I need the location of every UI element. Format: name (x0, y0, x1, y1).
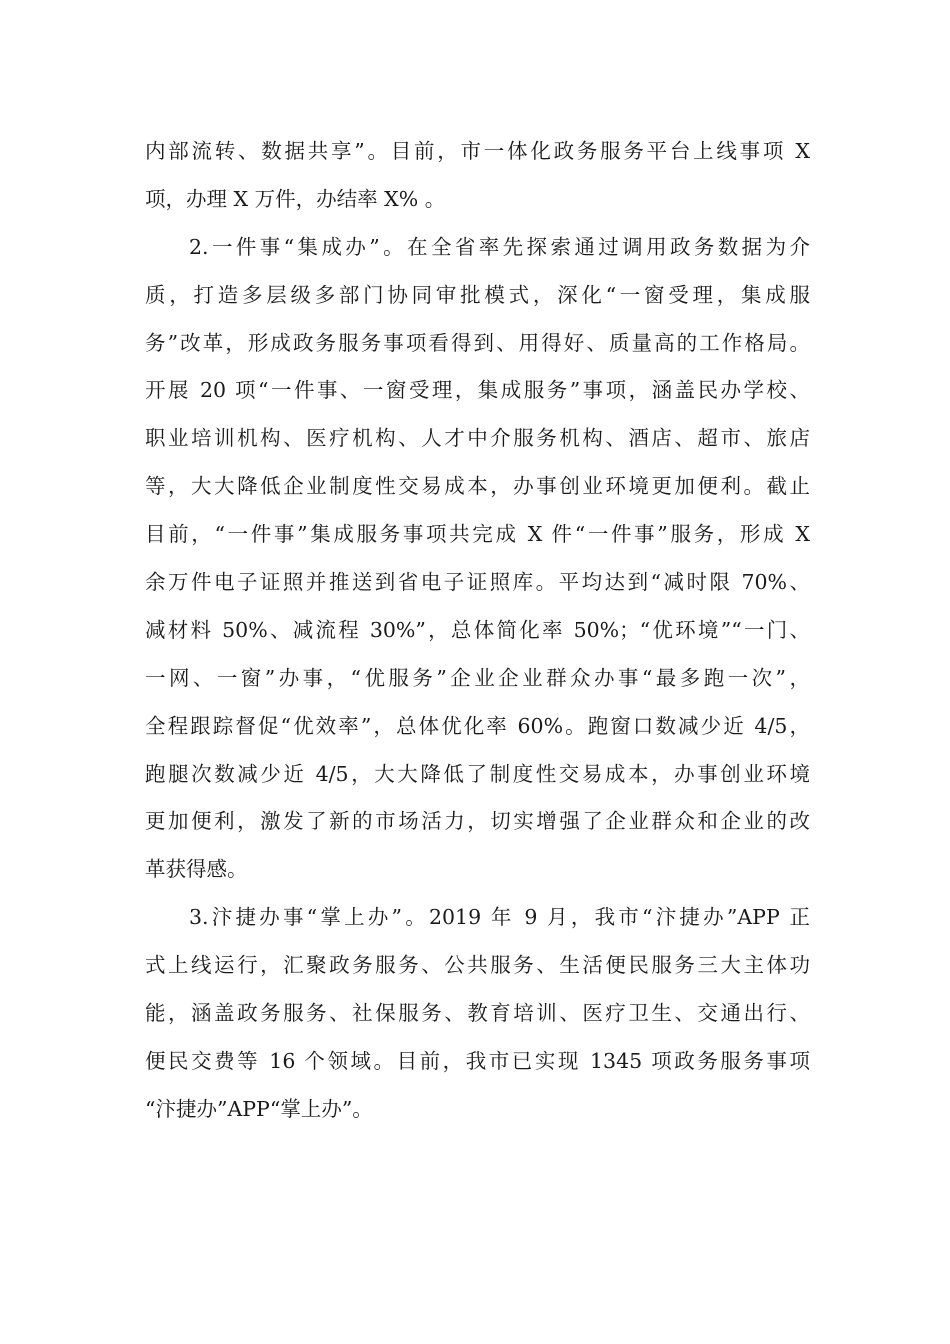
text-line: 3.汴捷办事“掌上办”。2019 年 9 月，我市“汴捷办”APP 正 (189, 905, 810, 930)
text-line: 质，打造多层级多部门协同审批模式，深化“一窗受理，集成服 (145, 282, 810, 307)
text-line: 务”改革，形成政务服务事项看得到、用得好、质量高的工作格局。 (145, 330, 810, 355)
text-line: 项，办理 X 万件，办结率 X% 。 (145, 186, 446, 211)
paragraph-1 (145, 128, 810, 224)
text-line: 2.一件事“集成办”。在全省率先探索通过调用政务数据为介 (189, 234, 810, 259)
text-line: “汴捷办”APP“掌上办”。 (145, 1096, 373, 1121)
text-line: 能，涵盖政务服务、社保服务、教育培训、医疗卫生、交通出行、 (145, 1001, 810, 1026)
text-line: 革获得感。 (145, 857, 248, 882)
text-line: 全程跟踪督促“优效率”，总体优化率 60%。跑窗口数减少近 4/5， (145, 713, 810, 738)
text-line: 式上线运行，汇聚政务服务、公共服务、生活便民服务三大主体功 (145, 953, 810, 978)
text-line: 目前，“一件事”集成服务事项共完成 X 件“一件事”服务，形成 X (145, 522, 810, 547)
text-line: 减材料 50%、减流程 30%”，总体简化率 50%；“优环境”“一门、 (145, 617, 810, 642)
paragraph-2 (145, 224, 810, 894)
text-line: 跑腿次数减少近 4/5，大大降低了制度性交易成本，办事创业环境 (145, 761, 810, 786)
paragraph-3 (145, 894, 810, 1133)
text-line: 等，大大降低企业制度性交易成本，办事创业环境更加便利。截止 (145, 474, 810, 499)
text-line: 内部流转、数据共享”。目前，市一体化政务服务平台上线事项 X (145, 139, 810, 163)
text-line: 开展 20 项“一件事、一窗受理，集成服务”事项，涵盖民办学校、 (145, 378, 810, 403)
text-line: 余万件电子证照并推送到省电子证照库。平均达到“减时限 70%、 (145, 570, 810, 595)
text-line: 职业培训机构、医疗机构、人才中介服务机构、酒店、超市、旅店 (145, 426, 810, 451)
text-line: 一网、一窗”办事，“优服务”企业企业群众办事“最多跑一次”， (145, 665, 810, 690)
text-line: 更加便利，激发了新的市场活力，切实增强了企业群众和企业的改 (145, 809, 810, 834)
text-line: 便民交费等 16 个领域。目前，我市已实现 1345 项政务服务事项 (145, 1048, 810, 1073)
document-body (145, 128, 810, 1134)
